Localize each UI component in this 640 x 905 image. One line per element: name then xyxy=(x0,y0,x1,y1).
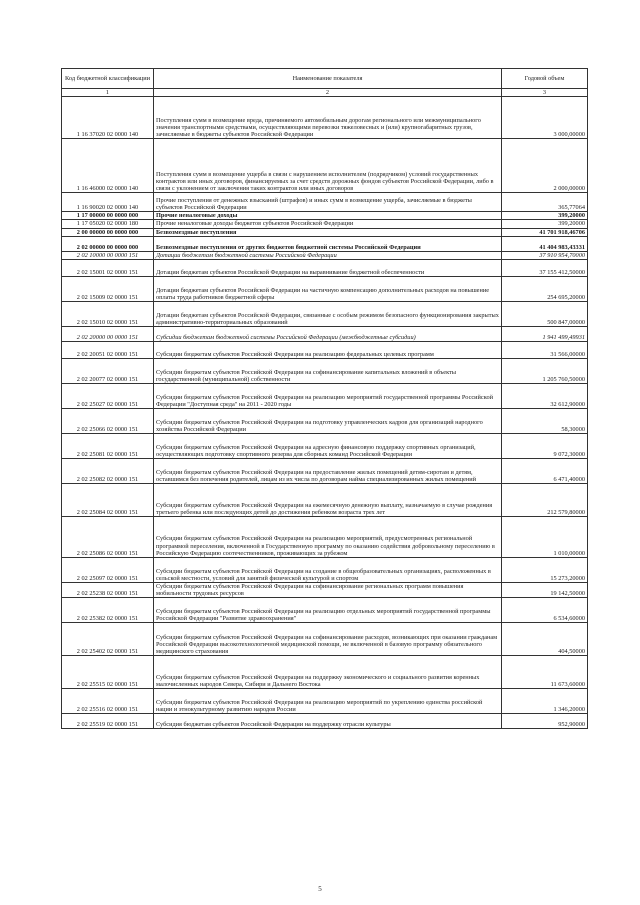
row-value: 9 072,30000 xyxy=(502,434,588,459)
column-number: 2 xyxy=(154,89,502,97)
row-code: 1 17 05020 02 0000 180 xyxy=(62,220,154,228)
row-code: 2 02 25402 02 0000 151 xyxy=(62,623,154,656)
row-value: 1 941 499,49931 xyxy=(502,327,588,342)
row-name: Субсидии бюджетам субъектов Российской Федерации на софинансирование расходов, возникающих при оказании гражданам Российской Федерации высокотехнологичной медицинской помощи, не включенной в базовую программу обязательного медицинского страхования xyxy=(154,623,502,656)
row-code: 2 02 25516 02 0000 151 xyxy=(62,689,154,714)
budget-table xyxy=(61,68,588,729)
row-name: Поступления сумм в возмещение ущерба в связи с нарушением исполнителем (подрядчиком) условий государственных контрактов или иных договоров, финансируемых за счет средств дорожных фондов субъектов Российской Федерации, либо в связи с уклонением от заключения таких контрактов или иных договоров xyxy=(154,139,502,193)
row-code: 2 02 20051 02 0000 151 xyxy=(62,342,154,359)
row-value: 1 346,20000 xyxy=(502,689,588,714)
row-value: 404,50000 xyxy=(502,623,588,656)
table-header-row xyxy=(62,69,588,89)
row-value: 37 155 412,50000 xyxy=(502,260,588,277)
row-code: 2 02 25097 02 0000 151 xyxy=(62,558,154,583)
table-row xyxy=(62,342,588,359)
row-value: 37 910 954,70000 xyxy=(502,251,588,259)
table-row xyxy=(62,228,588,236)
row-value: 1 205 760,50000 xyxy=(502,359,588,384)
row-code: 2 02 25519 02 0000 151 xyxy=(62,714,154,729)
row-name: Дотации бюджетам субъектов Российской Федерации на частичную компенсацию дополнительных расходов на повышение оплаты труда работников бюджетной сферы xyxy=(154,277,502,302)
row-value: 31 566,00000 xyxy=(502,342,588,359)
row-name: Прочие неналоговые доходы xyxy=(154,212,502,220)
row-value: 6 534,60000 xyxy=(502,598,588,623)
table-row xyxy=(62,714,588,729)
row-name: Субсидии бюджетам субъектов Российской Федерации на софинансирование региональных программ повышения мобильности трудовых ресурсов xyxy=(154,583,502,598)
row-value: 399,20000 xyxy=(502,212,588,220)
row-name: Безвозмездные поступления от других бюджетов бюджетной системы Российской Федерации xyxy=(154,236,502,251)
row-name: Субсидии бюджетам субъектов Российской Федерации на реализацию мероприятий по укреплению единства российской нации и этнокультурному развитию народов России xyxy=(154,689,502,714)
table-row xyxy=(62,260,588,277)
table-row xyxy=(62,193,588,212)
row-name: Субсидии бюджетам субъектов Российской Федерации на реализацию федеральных целевых программ xyxy=(154,342,502,359)
row-name: Субсидии бюджетам субъектов Российской Федерации на реализацию отдельных мероприятий государственной программы Российской Федерации "Развитие здравоохранения" xyxy=(154,598,502,623)
row-value: 11 673,60000 xyxy=(502,656,588,689)
row-name: Субсидии бюджетам бюджетной системы Российской Федерации (межбюджетные субсидии) xyxy=(154,327,502,342)
table-row xyxy=(62,623,588,656)
row-value: 1 010,00000 xyxy=(502,517,588,558)
table-row xyxy=(62,689,588,714)
row-code: 2 02 10000 00 0000 151 xyxy=(62,251,154,259)
row-code: 2 02 25238 02 0000 151 xyxy=(62,583,154,598)
row-code: 2 02 15010 02 0000 151 xyxy=(62,302,154,327)
row-code: 2 00 00000 00 0000 000 xyxy=(62,228,154,236)
header-code: Код бюджетной классификации xyxy=(62,69,154,89)
row-code: 2 02 15001 02 0000 151 xyxy=(62,260,154,277)
table-row xyxy=(62,327,588,342)
row-name: Субсидии бюджетам субъектов Российской Федерации на реализацию мероприятий государственной программы Российской Федерации "Доступная среда" на 2011 - 2020 годы xyxy=(154,384,502,409)
row-name: Прочие неналоговые доходы бюджетов субъектов Российской Федерации xyxy=(154,220,502,228)
table-row xyxy=(62,459,588,484)
table-row xyxy=(62,384,588,409)
row-code: 2 02 25515 02 0000 151 xyxy=(62,656,154,689)
table-row xyxy=(62,558,588,583)
row-name: Дотации бюджетам бюджетной системы Российской Федерации xyxy=(154,251,502,259)
row-value: 19 142,50000 xyxy=(502,583,588,598)
row-code: 2 02 25086 02 0000 151 xyxy=(62,517,154,558)
row-code: 1 16 46000 02 0000 140 xyxy=(62,139,154,193)
row-name: Дотации бюджетам субъектов Российской Федерации, связанные с особым режимом безопасного функционирования закрытых административно-территориальных образований xyxy=(154,302,502,327)
row-code: 2 02 25027 02 0000 151 xyxy=(62,384,154,409)
column-number: 1 xyxy=(62,89,154,97)
row-name: Субсидии бюджетам субъектов Российской Федерации на предоставление жилых помещений детям-сиротам и детям, оставшимся без попечения родителей, лицам из их числа по договорам найма специализированных жилых помещений xyxy=(154,459,502,484)
header-name: Наименование показателя xyxy=(154,69,502,89)
table-row xyxy=(62,583,588,598)
row-name: Субсидии бюджетам субъектов Российской Федерации на реализацию мероприятий, предусмотренных региональной программой переселения, включенной в Государственную программу по оказанию содействия добровольному переселению в Российскую Федерацию соотечественников, проживающих за рубежом xyxy=(154,517,502,558)
table-row xyxy=(62,212,588,220)
row-code: 2 02 25082 02 0000 151 xyxy=(62,459,154,484)
row-value: 15 273,20000 xyxy=(502,558,588,583)
row-value: 952,90000 xyxy=(502,714,588,729)
row-name: Субсидии бюджетам субъектов Российской Федерации на софинансирование капитальных вложений в объекты государственной (муниципальной) собственности xyxy=(154,359,502,384)
row-value: 58,30000 xyxy=(502,409,588,434)
row-value: 3 000,00000 xyxy=(502,97,588,139)
row-value: 41 404 983,43331 xyxy=(502,236,588,251)
row-name: Субсидии бюджетам субъектов Российской Федерации на создание в общеобразовательных организациях, расположенных в сельской местности, условий для занятий физической культурой и спортом xyxy=(154,558,502,583)
row-name: Субсидии бюджетам субъектов Российской Федерации на адресную финансовую поддержку спортивных организаций, осуществляющих подготовку спортивного резерва для сборных команд Российской Федерации xyxy=(154,434,502,459)
row-code: 1 16 90020 02 0000 140 xyxy=(62,193,154,212)
table-row xyxy=(62,139,588,193)
table-row xyxy=(62,409,588,434)
row-name: Дотации бюджетам субъектов Российской Федерации на выравнивание бюджетной обеспеченности xyxy=(154,260,502,277)
table-row xyxy=(62,277,588,302)
row-name: Безвозмездные поступления xyxy=(154,228,502,236)
table-row xyxy=(62,656,588,689)
row-value: 41 701 918,46706 xyxy=(502,228,588,236)
table-row xyxy=(62,251,588,259)
row-code: 2 02 25081 02 0000 151 xyxy=(62,434,154,459)
row-value: 212 579,80000 xyxy=(502,484,588,517)
row-code: 2 02 20000 00 0000 151 xyxy=(62,327,154,342)
table-row xyxy=(62,434,588,459)
row-name: Поступления сумм в возмещение вреда, причиняемого автомобильным дорогам регионального или межмуниципального значения транспортными средствами, осуществляющими перевозки тяжеловесных и (или) крупногабаритных грузов, зачисляемые в бюджеты субъектов Российской Федерации xyxy=(154,97,502,139)
table-row xyxy=(62,517,588,558)
row-name: Субсидии бюджетам субъектов Российской Федерации на ежемесячную денежную выплату, назначаемую в случае рождения третьего ребенка или последующих детей до достижения ребенком возраста трех лет xyxy=(154,484,502,517)
row-name: Субсидии бюджетам субъектов Российской Федерации на поддержку экономического и социального развития коренных малочисленных народов Севера, Сибири и Дальнего Востока xyxy=(154,656,502,689)
table-row xyxy=(62,484,588,517)
row-value: 6 471,40000 xyxy=(502,459,588,484)
row-value: 365,77064 xyxy=(502,193,588,212)
row-value: 254 695,20000 xyxy=(502,277,588,302)
header-value: Годовой объем xyxy=(502,69,588,89)
row-code: 2 02 00000 00 0000 000 xyxy=(62,236,154,251)
row-code: 2 02 25382 02 0000 151 xyxy=(62,598,154,623)
row-name: Субсидия бюджетам субъектов Российской Федерации на поддержку отрасли культуры xyxy=(154,714,502,729)
row-value: 399,20000 xyxy=(502,220,588,228)
table-row xyxy=(62,236,588,251)
row-code: 2 02 15009 02 0000 151 xyxy=(62,277,154,302)
row-name: Прочие поступления от денежных взысканий (штрафов) и иных сумм в возмещение ущерба, зачисляемые в бюджеты субъектов Российской Федерации xyxy=(154,193,502,212)
column-number-row xyxy=(62,89,588,97)
page-number: 5 xyxy=(318,885,322,893)
row-value: 32 612,90000 xyxy=(502,384,588,409)
row-value: 2 000,00000 xyxy=(502,139,588,193)
row-name: Субсидии бюджетам субъектов Российской Федерации на подготовку управленческих кадров для организаций народного хозяйства Российской Федерации xyxy=(154,409,502,434)
table-row xyxy=(62,220,588,228)
table-row xyxy=(62,598,588,623)
row-code: 2 02 20077 02 0000 151 xyxy=(62,359,154,384)
table-row xyxy=(62,302,588,327)
row-value: 500 847,00000 xyxy=(502,302,588,327)
row-code: 1 16 37020 02 0000 140 xyxy=(62,97,154,139)
table-row xyxy=(62,97,588,139)
row-code: 2 02 25066 02 0000 151 xyxy=(62,409,154,434)
row-code: 1 17 00000 00 0000 000 xyxy=(62,212,154,220)
row-code: 2 02 25084 02 0000 151 xyxy=(62,484,154,517)
column-number: 3 xyxy=(502,89,588,97)
table-row xyxy=(62,359,588,384)
